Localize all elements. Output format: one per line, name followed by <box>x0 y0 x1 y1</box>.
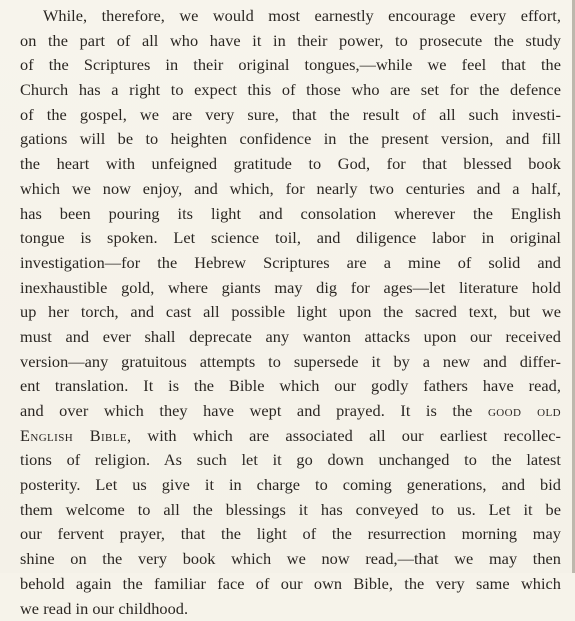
text-line: our fervent prayer, that the light of the resurrection morning may <box>20 522 561 547</box>
text-line <box>20 424 561 449</box>
text-line: shine on the very book which we now read,—that we may then <box>20 547 561 572</box>
text-line: must and ever shall deprecate any wanton attacks upon our received <box>20 325 561 350</box>
text-line: we read in our childhood. <box>20 597 561 621</box>
text-line: Church has a right to expect this of those who are set for the defence <box>20 78 561 103</box>
text-line: While, therefore, we would most earnestly encourage every effort, <box>20 4 561 29</box>
text-line: gations will be to heighten confidence in the present version, and fill <box>20 127 561 152</box>
text-line: inexhaustible gold, where giants may dig for ages—let literature hold <box>20 276 561 301</box>
text-line: ent translation. It is the Bible which our godly fathers have read, <box>20 374 561 399</box>
text-line: them welcome to all the blessings it has conveyed to us. Let it be <box>20 498 561 523</box>
text-line: of the Scriptures in their original tongues,—while we feel that the <box>20 53 561 78</box>
text-line <box>20 399 561 424</box>
text-line: investigation—for the Hebrew Scriptures are a mine of solid and <box>20 251 561 276</box>
text-line: tions of religion. As such let it go down unchanged to the latest <box>20 448 561 473</box>
text-line: up her torch, and cast all possible light upon the sacred text, but we <box>20 300 561 325</box>
text-run: and over which they have wept and prayed. It is the <box>20 401 488 420</box>
text-line: posterity. Let us give it in charge to coming generations, and bid <box>20 473 561 498</box>
small-caps-phrase: good old <box>488 401 561 420</box>
text-line: version—any gratuitous attempts to supersede it by a new and differ- <box>20 350 561 375</box>
small-caps-phrase: English Bible <box>20 426 127 445</box>
text-line: on the part of all who have it in their power, to prosecute the study <box>20 29 561 54</box>
text-line: which we now enjoy, and which, for nearly two centuries and a half, <box>20 177 561 202</box>
text-line: behold again the familiar face of our own Bible, the very same which <box>20 572 561 597</box>
text-line: has been pouring its light and consolation wherever the English <box>20 202 561 227</box>
body-paragraph <box>20 4 561 621</box>
text-line: tongue is spoken. Let science toil, and diligence labor in original <box>20 226 561 251</box>
text-line: of the gospel, we are very sure, that the result of all such investi- <box>20 103 561 128</box>
text-line: the heart with unfeigned gratitude to God, for that blessed book <box>20 152 561 177</box>
text-run: , with which are associated all our earliest recollec- <box>127 426 561 445</box>
